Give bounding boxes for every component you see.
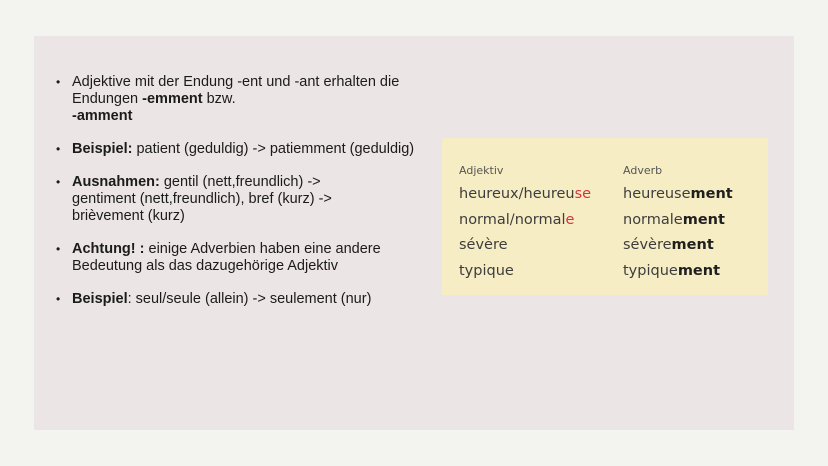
- rule-text: Adjektive mit der Endung -ent und -ant erhalten die Endungen: [72, 74, 400, 107]
- attention-label: Achtung! :: [72, 241, 145, 257]
- rule-bold-emment: -emment: [142, 91, 203, 107]
- adverb-header: Adverb: [623, 164, 663, 177]
- bullet-example-2: [56, 291, 426, 308]
- exceptions-text: gentil (nett,freundlich) -> gentiment (nett,freundlich), bref (kurz) -> brièvement (kurz): [72, 174, 332, 224]
- adverb-column: [623, 160, 733, 284]
- bullet-exceptions: [56, 174, 382, 225]
- rule-connector: bzw.: [202, 91, 236, 107]
- adjektiv-cell: typique: [459, 262, 514, 279]
- bullet-rule: [56, 74, 426, 125]
- example-2-text: : seul/seule (allein) -> seulement (nur): [127, 291, 372, 307]
- rule-bold-amment: -amment: [72, 108, 133, 124]
- adjektiv-cell: heureux/heureuse: [459, 186, 592, 202]
- bullet-list: [56, 74, 426, 324]
- adjektiv-cell: sévère: [459, 237, 508, 253]
- exceptions-label: Ausnahmen:: [72, 174, 160, 190]
- bullet-attention: [56, 241, 412, 275]
- adverb-cell: heureusement: [623, 186, 733, 202]
- slide: [34, 36, 794, 430]
- attention-text: einige Adverbien haben eine andere Bedeutung als das dazugehörige Adjektiv: [72, 241, 381, 274]
- example-1-label: Beispiel:: [72, 141, 133, 157]
- example-2-label: Beispiel: [72, 291, 128, 307]
- example-1-text: patient (geduldig) -> patiemment (geduldig): [132, 141, 415, 157]
- adjektiv-cell: normal/normale: [459, 211, 575, 228]
- adjektiv-column: [459, 160, 591, 284]
- adverb-cell: normalement: [623, 211, 725, 228]
- adverb-cell: typiquement: [623, 262, 721, 279]
- adverb-cell: sévèrement: [623, 237, 714, 253]
- adjektiv-header: Adjektiv: [459, 164, 504, 177]
- bullet-example-1: [56, 141, 426, 158]
- adjective-adverb-table: [442, 138, 768, 295]
